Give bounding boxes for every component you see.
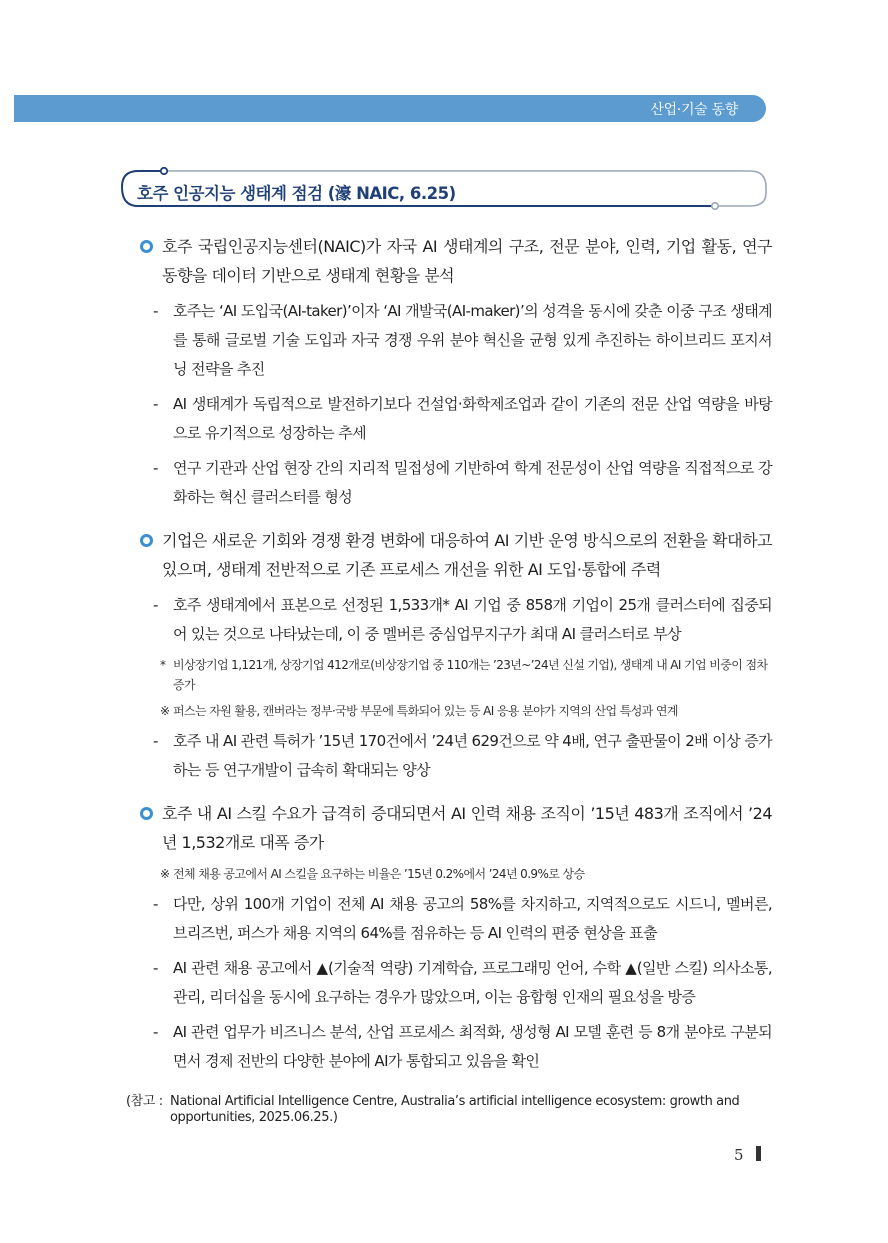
dash-item-text: 호주 생태계에서 표본으로 선정된 1,533개* AI 기업 중 858개 기업이 25개 클러스터에 집중되어 있는 것으로 나타났는데, 이 중 멜버른 중심업무지구가 최대 AI 클러스터로 부상 xyxy=(173,596,772,643)
section-lead-text: 호주 국립인공지능센터(NAIC)가 자국 AI 생태계의 구조, 전문 분야, 인력, 기업 활동, 연구 동향을 데이터 기반으로 생태계 현황을 분석 xyxy=(162,237,772,285)
dash-bullet-icon: - xyxy=(153,395,158,413)
dash-item xyxy=(140,954,772,1012)
footnote-text: 비상장기업 1,121개, 상장기업 412개로(비상장기업 중 110개는 ’23년~’24년 신설 기업), 생태계 내 AI 기업 비중이 점차 증가 xyxy=(173,658,768,692)
dash-item-text: AI 관련 업무가 비즈니스 분석, 산업 프로세스 최적화, 생성형 AI 모델 훈련 등 8개 분야로 구분되면서 경제 전반의 다양한 분야에 AI가 통합되고 있음을 확인 xyxy=(173,1023,772,1070)
footnote-text: 전체 채용 공고에서 AI 스킬을 요구하는 비율은 ’15년 0.2%에서 ’24년 0.9%로 상승 xyxy=(173,867,585,881)
page-number-marker xyxy=(756,1146,761,1161)
reference-prefix: (참고 : xyxy=(126,1094,163,1109)
dash-item-text: 호주 내 AI 관련 특허가 ’15년 170건에서 ’24년 629건으로 약 4배, 연구 출판물이 2배 이상 증가하는 등 연구개발이 급속히 확대되는 양상 xyxy=(173,732,772,779)
dash-item-text: 연구 기관과 산업 현장 간의 지리적 밀접성에 기반하여 학계 전문성이 산업 역량을 직접적으로 강화하는 혁신 클러스터를 형성 xyxy=(173,459,772,506)
footnote-mark: * xyxy=(160,658,166,672)
dash-item xyxy=(140,591,772,649)
dash-bullet-icon: - xyxy=(153,732,158,750)
section-lead xyxy=(140,232,772,290)
section-lead xyxy=(140,526,772,584)
footnote-mark: ※ xyxy=(160,704,170,718)
dash-item xyxy=(140,890,772,948)
footnote-item xyxy=(140,701,772,721)
dash-bullet-icon: - xyxy=(153,302,158,320)
content-section xyxy=(140,232,772,512)
dash-item xyxy=(140,297,772,384)
footnote-item xyxy=(140,655,772,695)
dash-item xyxy=(140,1018,772,1076)
dash-item-text: AI 생태계가 독립적으로 발전하기보다 건설업·화학제조업과 같이 기존의 전문 산업 역량을 바탕으로 유기적으로 성장하는 추세 xyxy=(173,395,772,442)
reference-text: National Artificial Intelligence Centre, Australia’s artificial intelligence ecosystem: growth and opportunities, 2025.06.25.) xyxy=(170,1094,740,1125)
footnote-item xyxy=(140,864,772,884)
content-section xyxy=(140,799,772,1076)
dash-item-text: AI 관련 채용 공고에서 ▲(기술적 역량) 기계학습, 프로그래밍 언어, 수학 ▲(일반 스킬) 의사소통, 관리, 리더십을 동시에 요구하는 경우가 많았으며, 이는 융합형 인재의 필요성을 방증 xyxy=(173,959,772,1006)
circle-bullet-icon xyxy=(140,534,153,547)
dash-item xyxy=(140,454,772,512)
circle-bullet-icon xyxy=(140,807,153,820)
dash-bullet-icon: - xyxy=(153,959,158,977)
dash-item xyxy=(140,390,772,448)
page-title: 호주 인공지능 생태계 점검 (濠 NAIC, 6.25) xyxy=(137,184,456,203)
section-title-box xyxy=(118,166,770,214)
reference-note xyxy=(126,1094,770,1126)
dash-item-text: 다만, 상위 100개 기업이 전체 AI 채용 공고의 58%를 차지하고, 지역적으로도 시드니, 멜버른, 브리즈번, 퍼스가 채용 지역의 64%를 점유하는 등 AI 인력의 편중 현상을 표출 xyxy=(173,895,772,942)
circle-bullet-icon xyxy=(140,240,153,253)
page-number: 5 xyxy=(734,1146,744,1164)
dash-bullet-icon: - xyxy=(153,1023,158,1041)
dash-bullet-icon: - xyxy=(153,895,158,913)
header-category: 산업·기술 동향 xyxy=(650,102,738,118)
dash-bullet-icon: - xyxy=(153,459,158,477)
footnote-text: 퍼스는 자원 활용, 캔버라는 정부·국방 부문에 특화되어 있는 등 AI 응용 분야가 지역의 산업 특성과 연계 xyxy=(173,704,678,718)
section-lead-text: 호주 내 AI 스킬 수요가 급격히 증대되면서 AI 인력 채용 조직이 ’15년 483개 조직에서 ’24년 1,532개로 대폭 증가 xyxy=(162,804,772,852)
section-lead xyxy=(140,799,772,857)
dash-item-text: 호주는 ‘AI 도입국(AI-taker)’이자 ‘AI 개발국(AI-maker)’의 성격을 동시에 갖춘 이중 구조 생태계를 통해 글로벌 기술 도입과 자국 경쟁 우위 분야 혁신을 균형 있게 추진하는 하이브리드 포지셔닝 전략을 추진 xyxy=(173,302,772,378)
footnote-mark: ※ xyxy=(160,867,170,881)
content-section xyxy=(140,526,772,785)
header-bar xyxy=(14,95,766,122)
main-content xyxy=(140,232,772,1090)
dash-bullet-icon: - xyxy=(153,596,158,614)
dash-item xyxy=(140,727,772,785)
section-lead-text: 기업은 새로운 기회와 경쟁 환경 변화에 대응하여 AI 기반 운영 방식으로의 전환을 확대하고 있으며, 생태계 전반적으로 기존 프로세스 개선을 위한 AI 도입·통합에 주력 xyxy=(162,531,772,579)
